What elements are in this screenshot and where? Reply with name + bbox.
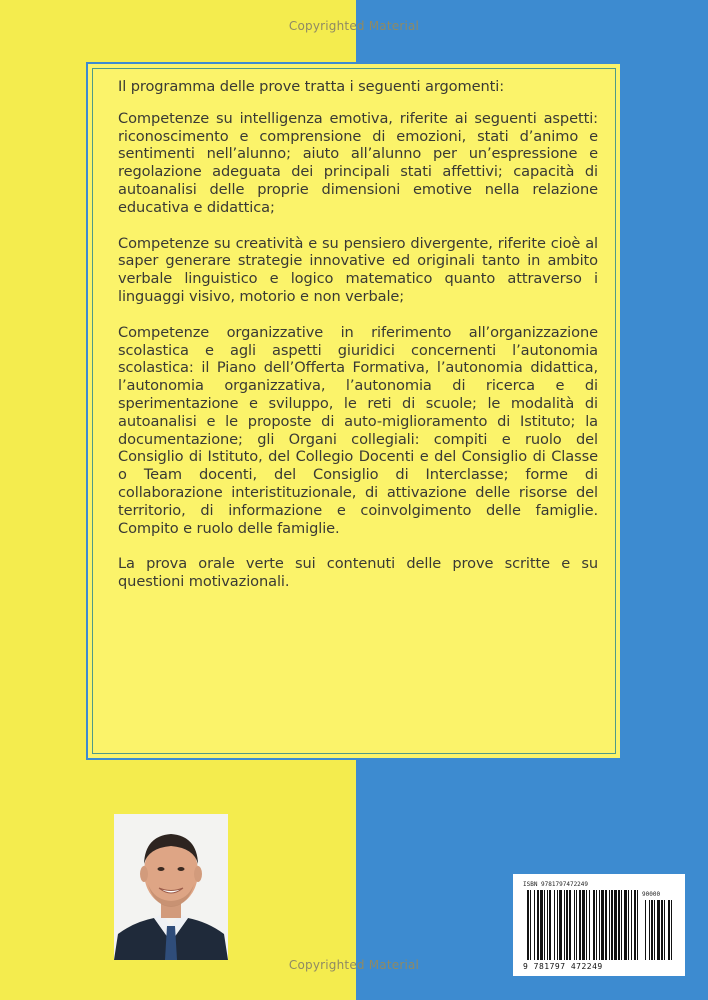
paragraph-creativity: Competenze su creatività e su pensiero divergente, riferite cioè al saper generare strategie innovative ed originali tanto in ambito verbale linguistico e logico matematico quanto attraverso i linguaggi visivo, motorio e non verbale; <box>118 234 598 305</box>
watermark-bottom: Copyrighted Material <box>288 958 420 972</box>
paragraph-emotional-intelligence: Competenze su intelligenza emotiva, riferite ai seguenti aspetti: riconoscimento e comprensione di emozioni, stati d’animo e sentimenti nell’alunno; aiuto all’alunno per un’espressione e regolazione adeguata dei principali stati affettivi; capacità di autoanalisi delle proprie dimensioni emotive nella relazione educativa e didattica; <box>118 109 598 216</box>
watermark-top: Copyrighted Material <box>288 19 420 33</box>
barcode-box <box>513 874 685 976</box>
paragraph-oral-exam: La prova orale verte sui contenuti delle prove scritte e su questioni motivazionali. <box>118 555 598 591</box>
panel-text <box>118 78 598 609</box>
isbn-label: ISBN 9781797472249 <box>523 881 589 888</box>
author-portrait-icon <box>114 814 228 960</box>
author-photo <box>114 814 228 960</box>
barcode-icon <box>527 890 675 962</box>
text-panel <box>86 62 622 760</box>
intro-line: Il programma delle prove tratta i seguenti argomenti: <box>118 78 505 95</box>
paragraph-organizational: Competenze organizzative in riferimento all’organizzazione scolastica e agli aspetti giuridici concernenti l’autonomia scolastica: il Piano dell’Offerta Formativa, l’autonomia didattica, l’autonomia organizzativa, l’autonomia di ricerca e di sperimentazione e sviluppo, le reti di scuole; le modalità di autoanalisi e le proposte di auto-miglioramento di Istituto; la documentazione; gli Organi collegiali: compiti e ruolo del Consiglio di Istituto, del Collegio Docenti e del Consiglio di Classe o Team docenti, del Consiglio di Interclasse; forme di collaborazione interistituzionale, di attivazione delle risorse del territorio, di informazione e coinvolgimento delle famiglie. Compito e ruolo delle famiglie. <box>118 323 598 537</box>
price-code: 90000 <box>642 891 661 898</box>
barcode-digits: 9 781797 472249 <box>523 962 603 971</box>
